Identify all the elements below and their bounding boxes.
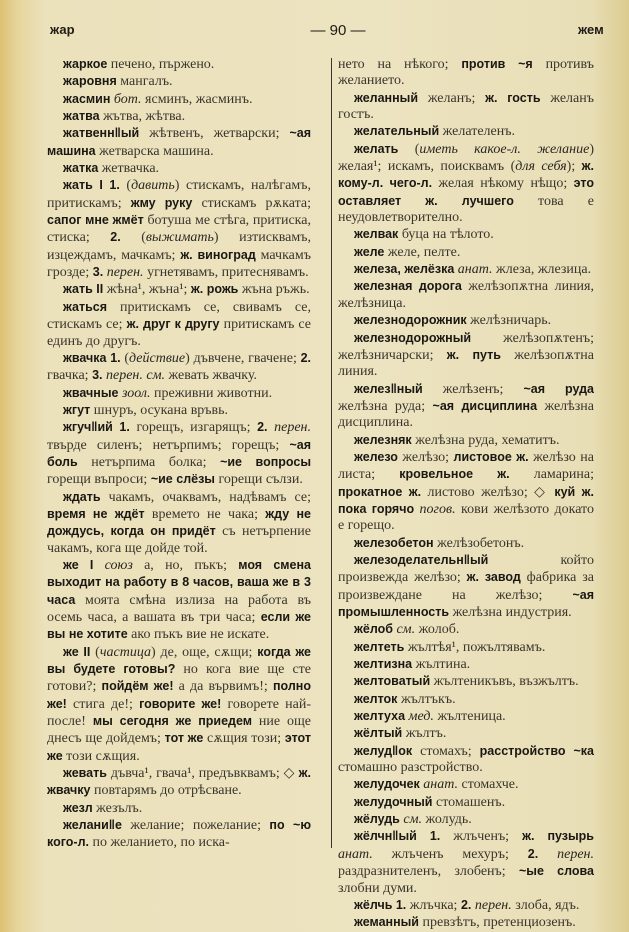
headword: 3. — [92, 368, 103, 383]
translation: ако пъкъ вие не искате. — [127, 627, 270, 643]
translation: жолоб. — [415, 622, 460, 638]
dictionary-entry — [47, 817, 311, 852]
headword: ж. рожь — [190, 282, 239, 297]
usage-label: анат. — [338, 846, 373, 862]
translation: говорете най-после! — [47, 696, 312, 730]
headword: жатвенн‖ый — [63, 126, 140, 141]
headword: куй ж. пока горячо — [338, 484, 594, 516]
translation: жълтѣя¹, пожълтявамъ. — [404, 639, 546, 655]
translation: мангалъ. — [116, 74, 173, 90]
headword: железная дорога — [354, 279, 462, 294]
translation: жѣна¹, жъна¹; — [103, 282, 191, 298]
headword: ~ая руда — [523, 381, 594, 396]
dictionary-entry — [47, 350, 311, 385]
usage-label: давить — [131, 178, 175, 194]
headword: желательный — [354, 124, 440, 139]
headword: желтизна — [354, 657, 413, 672]
translation: желѣзенъ; — [422, 381, 524, 397]
translation: желѣзна индустрия. — [449, 605, 572, 620]
headword: жду не дождусь, когда он придёт — [47, 506, 311, 539]
headword: ~ие вопросы — [220, 454, 311, 469]
headword: полно же! — [47, 679, 311, 711]
headword: ж. пузырь — [522, 829, 594, 844]
dictionary-entry — [338, 535, 594, 552]
headword: расстройство ~ка — [479, 743, 594, 758]
usage-label: мед. — [405, 709, 434, 725]
headword: жать I 1. — [63, 178, 120, 193]
dictionary-entry — [47, 299, 311, 350]
dictionary-entry-continuation — [338, 56, 594, 90]
dictionary-entry — [338, 141, 594, 227]
dictionary-entry — [338, 432, 594, 449]
usage-label: перен. — [471, 897, 512, 913]
translation: ( — [398, 141, 420, 157]
translation: желѣзопѫтна линия. — [338, 347, 594, 380]
translation: стомахъ; — [412, 743, 480, 759]
translation: повтарямъ до отрѣсване. — [90, 783, 242, 799]
usage-label: зоол. — [118, 385, 151, 401]
headword: желвак — [354, 227, 399, 242]
translation: ( — [120, 350, 130, 366]
dictionary-entry — [338, 811, 594, 828]
translation: дъвча¹, гвача¹, предъвквамъ; ◇ — [106, 766, 299, 782]
dictionary-entry — [338, 226, 594, 243]
dictionary-entry — [338, 381, 594, 432]
translation: жевать жвачку. — [165, 368, 258, 384]
translation: ); — [566, 159, 582, 175]
dictionary-entry — [338, 776, 594, 793]
translation: желѣзобетонъ. — [433, 535, 525, 551]
headword: листовое ж. — [453, 449, 529, 464]
headword: жевать — [63, 766, 107, 781]
headword: 2. — [527, 846, 539, 861]
usage-label: иметь какое-л. желание — [419, 141, 590, 157]
headword: когда же вы будете готовы? — [47, 644, 312, 677]
dictionary-entry — [338, 244, 594, 261]
dictionary-entry — [338, 261, 594, 278]
translation: желанъ гостъ. — [338, 90, 594, 123]
usage-label: выжимать — [145, 230, 214, 246]
dictionary-entry — [338, 914, 594, 931]
left-column — [47, 56, 311, 852]
headword: железо — [354, 449, 398, 464]
translation: ние още днесъ ще дойдемъ; — [47, 714, 311, 747]
translation: фабрика за произвеждане на желѣзо; — [338, 570, 595, 603]
column-divider — [331, 58, 332, 848]
headword: жёлоб — [354, 622, 393, 637]
headword: пойдём же! — [101, 679, 174, 694]
headword: жёлтый — [354, 726, 403, 741]
headword: жёлчн‖ый 1. — [354, 829, 441, 844]
dictionary-entry — [338, 312, 594, 329]
translation: твърде силенъ; нетърпимъ; горещъ; — [47, 437, 290, 453]
dictionary-entry — [338, 123, 594, 140]
dictionary-entry — [47, 644, 311, 765]
headword: желанный — [354, 90, 419, 105]
headword: жасмин — [63, 91, 111, 106]
translation: жлъченъ; — [440, 829, 523, 845]
dictionary-entry — [47, 108, 311, 125]
dictionary-entry — [338, 449, 594, 535]
headword: жатка — [63, 161, 99, 176]
headword: жаркое — [63, 57, 108, 71]
dictionary-entry — [47, 91, 311, 108]
dictionary-entry — [338, 725, 594, 742]
headword: по ~ю кого-л. — [47, 818, 312, 850]
dictionary-entry — [47, 73, 311, 90]
translation: жълтъкъ. — [397, 691, 456, 707]
headword: жаться — [63, 299, 108, 314]
translation: раздразнителенъ, злобенъ; — [338, 864, 519, 880]
translation: ясминъ, жасминъ. — [141, 91, 253, 107]
translation: желанъ; — [418, 90, 486, 106]
headword: желток — [354, 691, 398, 706]
translation: желе, пелте. — [384, 244, 461, 260]
translation: кови желѣзото докато е горещо. — [338, 501, 594, 534]
dictionary-entry — [47, 177, 311, 281]
translation: а, но, пъкъ; — [132, 557, 239, 573]
headword: 3. — [92, 265, 104, 280]
usage-label: перен. см. — [102, 368, 166, 384]
headword: жму руку — [130, 195, 193, 210]
headword: железа, желёзка — [354, 262, 455, 277]
dictionary-entry — [47, 489, 311, 557]
usage-label: частица — [99, 644, 152, 660]
dictionary-entry — [338, 552, 594, 621]
translation: жетвачка. — [98, 161, 160, 177]
translation: жетварска машина. — [95, 143, 214, 159]
headword: кровельное ж. — [399, 467, 510, 482]
usage-label: анат. — [419, 777, 459, 793]
headword: если же вы не хотите — [47, 610, 311, 642]
translation: жълтеница. — [433, 709, 506, 725]
headword: ~ая дисциплина — [432, 398, 538, 413]
page-number: — 90 — — [310, 22, 366, 39]
dictionary-entry — [338, 691, 594, 708]
dictionary-entry — [338, 743, 594, 777]
dictionary-entry — [338, 278, 594, 312]
dictionary-entry — [47, 385, 311, 402]
translation: гвачка; — [47, 368, 93, 384]
translation: времето не чака; — [144, 506, 266, 522]
usage-label: действие — [129, 350, 186, 366]
headword: ж. гость — [485, 90, 541, 105]
translation: нето на нѣкого; — [338, 57, 462, 72]
headword: жвачные — [63, 385, 119, 400]
translation: стига де!; — [66, 696, 140, 712]
translation: злобни думи. — [338, 880, 417, 896]
headword: жёлчь 1. — [354, 897, 407, 912]
translation: жлъчка; — [406, 897, 461, 913]
translation: жлъченъ мехуръ; — [372, 846, 528, 862]
usage-label: перен. — [267, 420, 311, 436]
headword: железняк — [354, 432, 412, 447]
headword: железоделательн‖ый — [354, 552, 489, 567]
headword: 2. — [257, 420, 268, 435]
dictionary-entry — [338, 656, 594, 673]
translation: това е неудовлетворително. — [338, 193, 594, 226]
headword: же II — [63, 644, 91, 659]
translation: горещъ, изгарящъ; — [129, 420, 258, 436]
dictionary-entry — [47, 281, 311, 298]
headword: желез‖ный — [354, 381, 423, 396]
left-guide-word: жар — [50, 22, 75, 37]
headword: жать II — [63, 282, 104, 297]
translation: желѣзна руда; — [338, 398, 433, 414]
translation: съ нетърпение чакамъ, кога ще дойде той. — [47, 524, 311, 556]
headword: этот же — [47, 731, 311, 763]
headword: желтоватый — [354, 674, 431, 689]
usage-label: перен. — [103, 265, 144, 281]
headword: желудочный — [354, 794, 433, 809]
translation: превзѣтъ, претенциозенъ. — [418, 915, 576, 931]
translation: желателенъ. — [439, 124, 515, 140]
headword: ~ая промышленность — [338, 587, 594, 619]
headword: жеманный — [354, 915, 419, 930]
translation: горещи сълзи. — [214, 472, 303, 488]
headword: железнодорожник — [354, 313, 467, 328]
translation: преживни животни. — [150, 385, 273, 401]
translation: печено, пържено. — [107, 57, 215, 72]
usage-label: для себя — [515, 159, 567, 175]
translation: буца на тѣлото. — [398, 227, 494, 243]
translation: мачкамъ грозде; — [47, 247, 311, 281]
headword: 2. — [300, 350, 311, 365]
translation: ботуша ме стѣга, притиска, стиска; — [47, 213, 311, 246]
headword: тот же — [164, 731, 204, 746]
translation: жезълъ. — [92, 800, 143, 816]
headword: ж. жвачку — [47, 766, 311, 798]
dictionary-entry — [47, 557, 311, 644]
headword: ~ые слова — [518, 864, 595, 879]
translation: желѣзничарь. — [466, 313, 552, 329]
translation: нетърпима болка; — [77, 454, 221, 470]
translation: ) де, още, сѫщи; — [151, 644, 258, 660]
dictionary-entry — [338, 621, 594, 638]
headword: 2. — [460, 897, 472, 912]
translation: жълтина. — [412, 657, 471, 673]
translation: желѣзопѫтна линия, желѣзница. — [338, 279, 594, 311]
right-guide-word: жем — [578, 22, 604, 37]
translation: чакамъ, очаквамъ, надѣвамъ се; — [100, 489, 311, 505]
right-column — [338, 56, 594, 932]
headword: сапог мне жмёт — [47, 213, 144, 228]
translation: желѣзо на листа; — [338, 449, 594, 483]
dictionary-entry — [338, 90, 594, 124]
dictionary-entry — [47, 125, 311, 160]
translation: желая нѣкому нѣщо; — [432, 176, 574, 192]
translation: този сѫщия. — [62, 748, 140, 764]
translation: но кога вие ще сте готови?; — [47, 662, 311, 695]
usage-label: погов. — [414, 501, 456, 517]
translation: угнетявамъ, притеснявамъ. — [143, 265, 309, 281]
headword: жаровня — [63, 74, 117, 89]
headword: жгуч‖ий 1. — [63, 420, 130, 435]
usage-label: см. — [392, 622, 416, 638]
headword: ждать — [63, 489, 101, 504]
translation: жолудь. — [422, 812, 472, 828]
translation: ) дъвчене, гвачене; — [185, 350, 301, 366]
translation: ( — [119, 178, 132, 194]
translation: жѣтвенъ, жетварски; — [139, 126, 290, 142]
translation: жъна ръжь. — [238, 282, 310, 298]
headword: желани‖е — [63, 818, 122, 833]
translation: ( — [120, 230, 146, 246]
translation: желѣзна дисциплина. — [338, 398, 594, 431]
headword: желудочек — [354, 777, 420, 792]
translation: желѣзна руда, хематитъ. — [411, 432, 560, 448]
dictionary-entry — [338, 673, 594, 690]
dictionary-entry — [47, 402, 311, 419]
translation: по желанието, по иска- — [88, 835, 230, 851]
dictionary-entry — [47, 800, 311, 817]
headword: моя смена выходит на работу в 8 часов, ваша же в 3 часа — [47, 557, 311, 607]
translation: противъ желанието. — [338, 57, 594, 89]
dictionary-entry — [338, 330, 594, 381]
translation: стомашенъ. — [432, 794, 506, 810]
headword: ж. кому-л. чего-л. — [338, 159, 595, 191]
translation: стомашно разстройство. — [338, 760, 483, 776]
dictionary-entry — [338, 708, 594, 725]
headword: ~ие слёзы — [150, 472, 215, 487]
headword: ж. друг к другу — [126, 317, 220, 332]
usage-label: см. — [399, 812, 423, 828]
translation: ( — [90, 644, 100, 660]
headword: против ~я — [461, 57, 533, 71]
translation: ) изтисквамъ, изцеждамъ, мачкамъ; — [47, 230, 311, 263]
translation: притискамъ се единъ до другъ. — [47, 317, 311, 349]
dictionary-entry — [47, 419, 311, 488]
headword: говорите же! — [139, 696, 222, 711]
translation: притискамъ се, свивамъ се, стискамъ се; — [47, 299, 311, 333]
headword: ж. виноград — [180, 247, 256, 262]
headword: ~ая боль — [47, 437, 311, 469]
dictionary-entry — [47, 56, 311, 73]
translation: ламарина; — [509, 467, 594, 483]
headword: это оставляет ж. лучшего — [338, 176, 594, 208]
headword: жезл — [63, 800, 93, 815]
headword: жёлудь — [354, 812, 400, 827]
headword: желуд‖ок — [354, 743, 413, 758]
translation: злоба, ядъ. — [511, 897, 580, 913]
dictionary-entry — [338, 794, 594, 811]
translation: стомахче. — [458, 777, 519, 793]
headword: жгут — [63, 402, 91, 417]
headword: время не ждёт — [47, 506, 145, 521]
headword: желтеть — [354, 639, 405, 654]
headword: железнодорожный — [354, 330, 472, 345]
translation: сѫщия този; — [203, 731, 285, 747]
translation: листово желѣзо; ◇ — [421, 484, 555, 500]
translation: жълтъ. — [402, 726, 447, 742]
translation: а да вървимъ!; — [173, 679, 273, 695]
translation: който произвежда желѣзо; — [338, 552, 594, 586]
usage-label: перен. — [538, 846, 595, 862]
translation: жълтеникъвъ, възжълтъ. — [430, 674, 579, 690]
headword: желтуха — [354, 709, 406, 724]
headword: мы сегодня же приедем — [92, 714, 252, 729]
usage-label: анат. — [454, 262, 493, 278]
headword: ~ая машина — [47, 126, 311, 158]
headword: же I — [63, 557, 94, 572]
headword: ж. завод — [466, 570, 521, 585]
translation: желание; пожелание; — [121, 818, 270, 834]
dictionary-entry — [338, 828, 594, 896]
translation: стискамъ рѫката; — [192, 195, 311, 211]
translation: моята смѣна излиза на работа въ осемь часа, а вашата въ три часа; — [47, 592, 311, 625]
usage-label: бот. — [110, 91, 142, 107]
headword: ж. путь — [446, 347, 501, 362]
translation: горещи въпроси; — [47, 472, 151, 488]
translation: жлеза, жлезица. — [492, 262, 592, 278]
headword: желать — [354, 141, 399, 156]
headword: жатва — [63, 109, 100, 124]
translation: желѣзо; — [397, 449, 454, 465]
headword: прокатное ж. — [338, 484, 422, 499]
translation: шнуръ, осукана връвь. — [90, 402, 229, 418]
dictionary-entry — [47, 765, 311, 800]
dictionary-entry — [47, 160, 311, 177]
headword: жвачка 1. — [63, 350, 121, 365]
translation: ) желая¹; искамъ, поисквамъ ( — [338, 141, 595, 175]
dictionary-entry — [338, 639, 594, 656]
usage-label: союз — [93, 557, 133, 573]
translation: желѣзопѫтенъ; желѣзничарски; — [338, 330, 594, 363]
headword: желе — [354, 244, 385, 259]
headword: 2. — [110, 230, 121, 245]
translation: жътва, жѣтва. — [99, 109, 186, 125]
translation: ) стискамъ, налѣгамъ, притискамъ; — [47, 178, 311, 211]
headword: железобетон — [354, 535, 434, 550]
